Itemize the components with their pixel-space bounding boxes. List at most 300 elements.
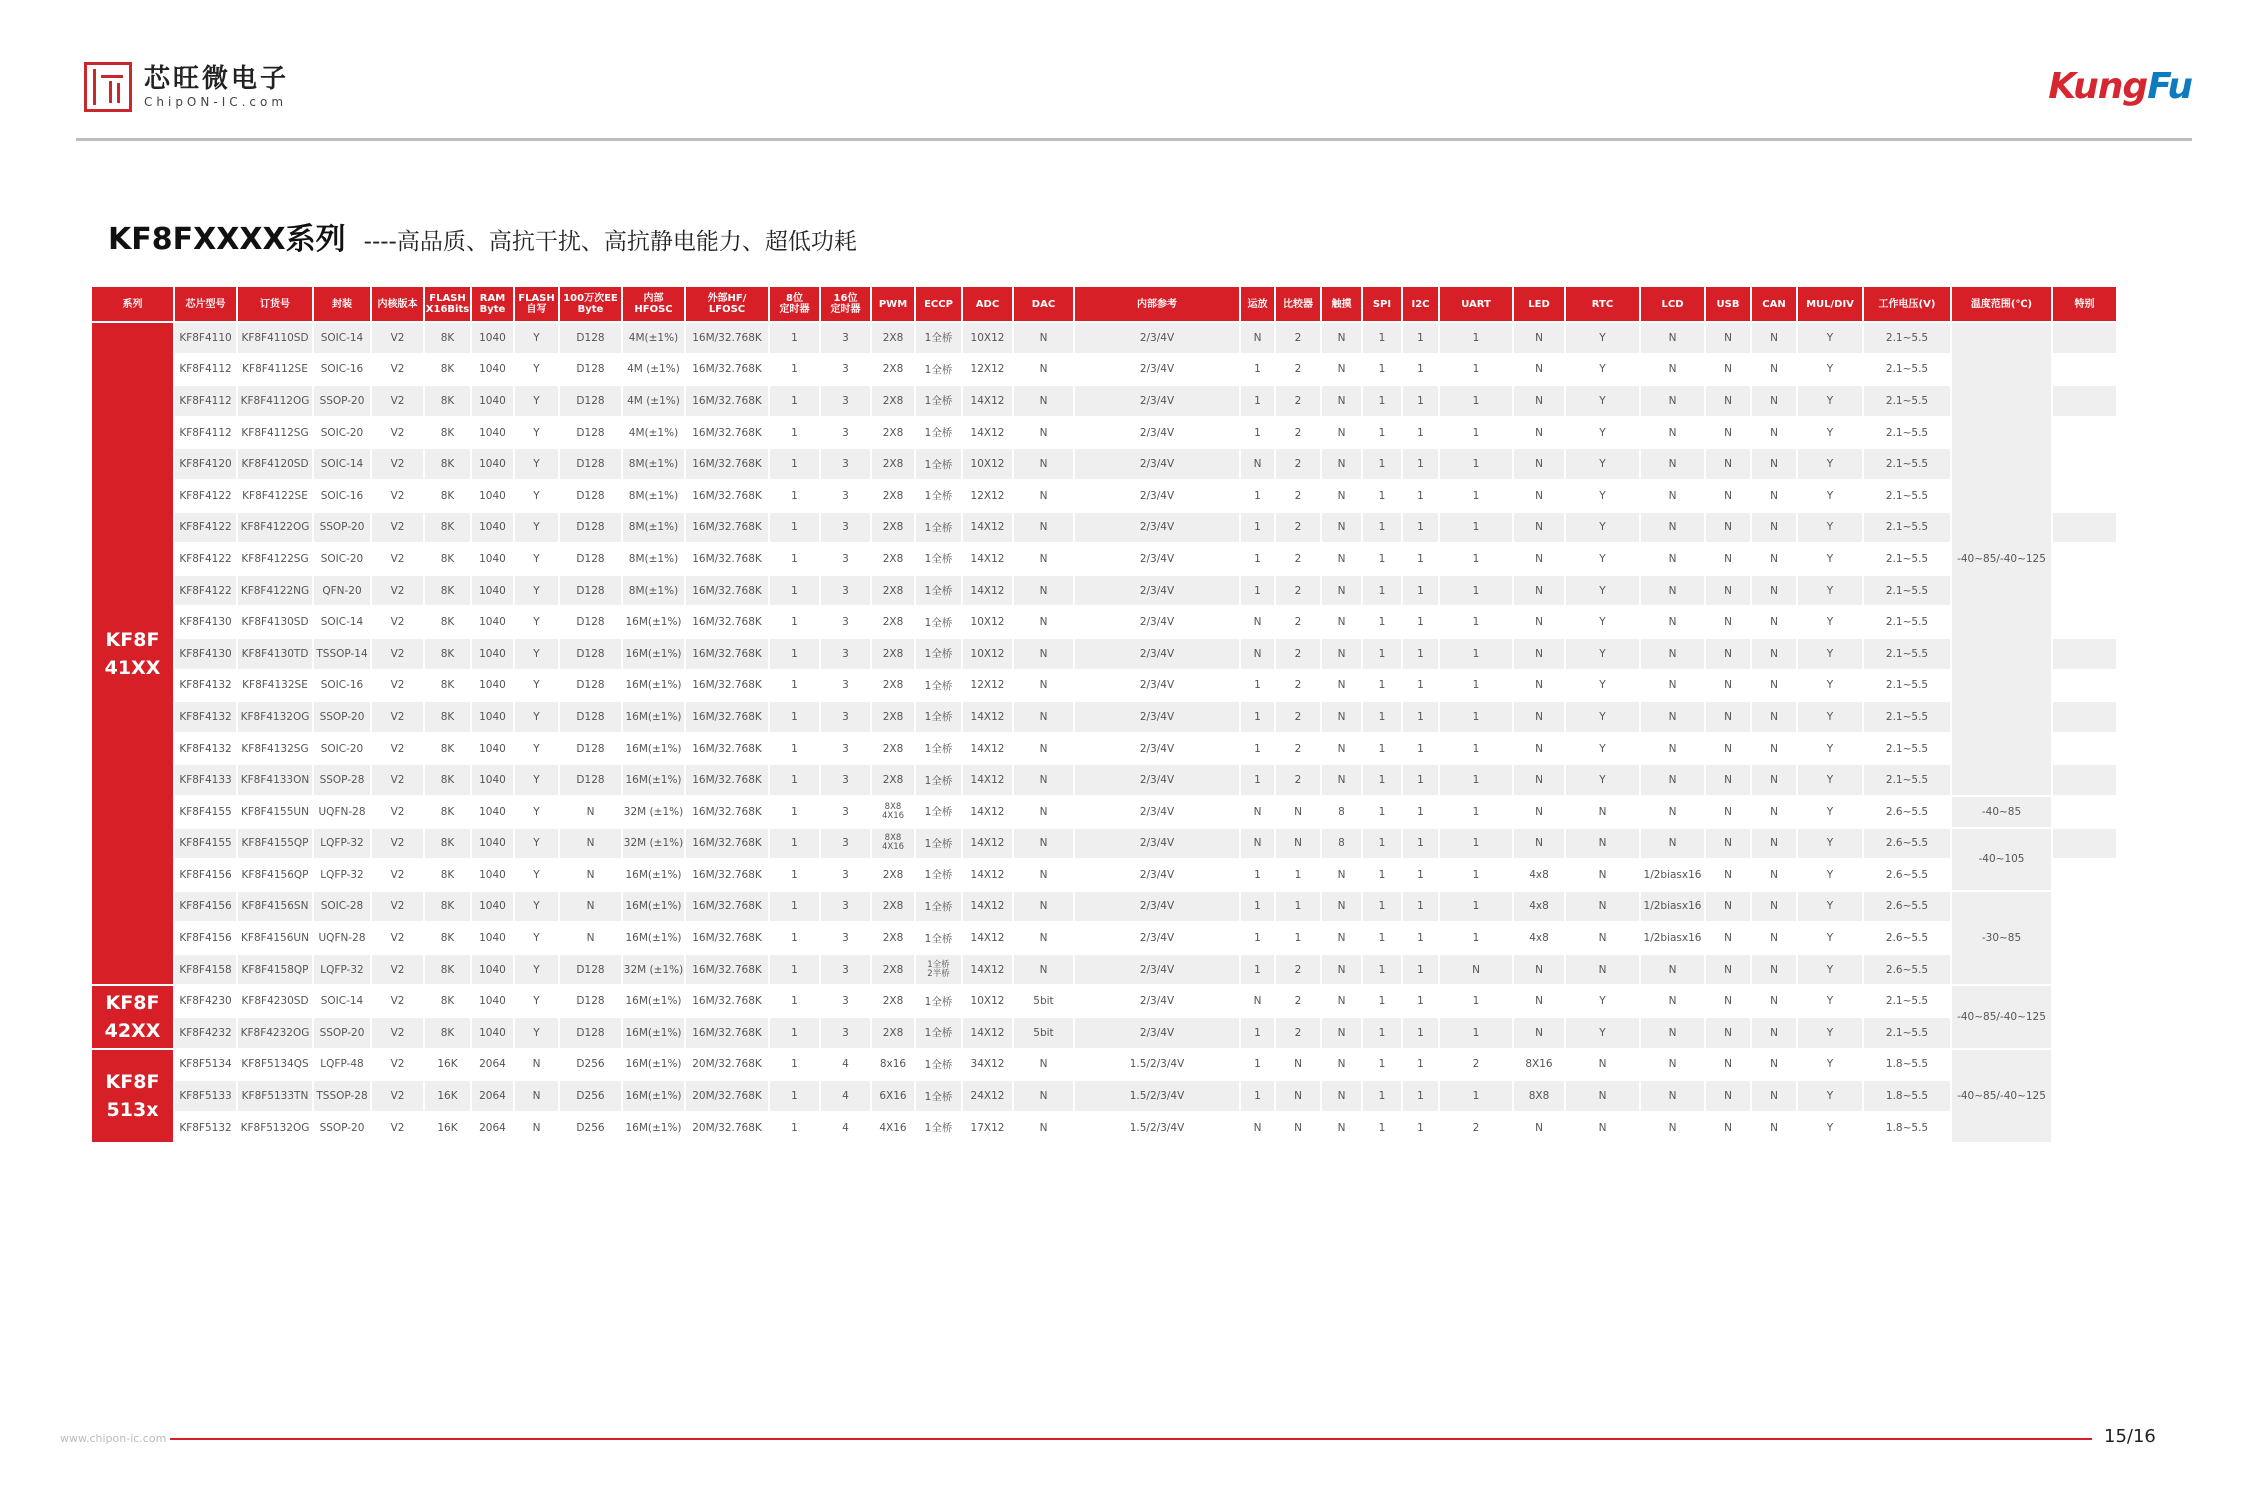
table-cell: 8K <box>425 323 470 353</box>
table-cell: N <box>1706 576 1750 606</box>
table-cell: D128 <box>560 576 621 606</box>
table-cell: 8K <box>440 868 455 881</box>
table-cell: 1 <box>1417 805 1424 818</box>
table-cell: 3 <box>821 386 870 416</box>
table-cell: 2/3/4V <box>1139 489 1175 502</box>
table-cell: N <box>1514 386 1564 416</box>
table-cell: N <box>1039 1058 1048 1071</box>
table-cell: 3 <box>821 829 870 859</box>
table-cell: 1全桥 <box>916 892 961 922</box>
table-cell: V2 <box>372 702 423 732</box>
table-cell: 1 <box>1363 323 1401 353</box>
table-row <box>92 418 2116 448</box>
table-cell: 16K <box>437 1121 458 1134</box>
table-cell: 1 <box>1254 552 1261 565</box>
kungfu-brand-logo <box>2048 66 2192 107</box>
table-cell: V2 <box>390 679 405 692</box>
table-cell: N <box>1668 363 1677 376</box>
table-cell: 2X8 <box>882 616 904 629</box>
table-cell: N <box>1337 868 1346 881</box>
table-cell: 16M/32.768K <box>692 995 762 1008</box>
logo-text-cn: 芯旺微电子 <box>144 64 290 94</box>
table-cell: Y <box>515 1018 558 1048</box>
table-cell: 1 <box>791 995 798 1008</box>
table-cell: N <box>1770 742 1778 755</box>
column-header: 8位 定时器 <box>770 287 819 321</box>
table-cell: KF8F4120 <box>175 449 236 479</box>
table-cell: 1全桥 <box>924 995 953 1008</box>
table-cell: 3 <box>821 955 870 985</box>
column-header: 16位 定时器 <box>821 287 870 321</box>
special-cell <box>2053 481 2116 511</box>
table-cell: N <box>1535 805 1543 818</box>
table-cell: 3 <box>842 552 849 565</box>
table-cell: 1 <box>791 1058 798 1071</box>
table-cell: 1 <box>1417 1058 1424 1071</box>
table-cell: 8K <box>440 995 455 1008</box>
column-header: RAM Byte <box>472 287 513 321</box>
footer-url: www.chipon-ic.com <box>60 1432 167 1445</box>
table-cell: KF8F4112SE <box>242 363 308 376</box>
special-cell <box>2053 860 2116 890</box>
table-cell: N <box>1598 868 1607 881</box>
table-cell: KF8F4112OG <box>238 386 312 416</box>
table-cell: D128 <box>576 363 605 376</box>
table-cell: KF8F5134QS <box>241 1058 309 1071</box>
table-cell: V2 <box>390 1058 405 1071</box>
table-cell: 20M/32.768K <box>692 1121 762 1134</box>
table-cell: Y <box>1826 489 1834 502</box>
table-row <box>92 386 2116 416</box>
table-cell: 1 <box>791 616 798 629</box>
column-header: 工作电压(V) <box>1864 287 1950 321</box>
table-cell: KF8F4133 <box>175 765 236 795</box>
table-cell: N <box>1337 552 1346 565</box>
table-cell: 1全桥 <box>916 513 961 543</box>
table-cell: LQFP-32 <box>320 868 364 881</box>
table-cell: 3 <box>842 868 849 881</box>
table-cell: N <box>1337 489 1346 502</box>
table-cell: 2X8 <box>872 892 914 922</box>
table-cell: 32M (±1%) <box>623 955 684 985</box>
column-header: 封装 <box>314 287 370 321</box>
table-cell: 1 <box>770 386 819 416</box>
table-cell: N <box>515 1081 558 1111</box>
table-cell: 1 <box>1472 616 1480 629</box>
table-cell: D128 <box>576 995 605 1008</box>
table-cell: 2 <box>1294 742 1302 755</box>
table-cell: KF8F4130 <box>179 616 232 629</box>
table-cell: 1 <box>1417 679 1424 692</box>
table-cell: Y <box>515 702 558 732</box>
table-cell: 8M(±1%) <box>628 552 679 565</box>
title-main: KF8FXXXX系列 <box>108 222 346 257</box>
column-header: 外部HF/ LFOSC <box>686 287 768 321</box>
table-cell: 1040 <box>479 805 506 818</box>
table-cell: KF8F4132 <box>179 679 232 692</box>
table-cell: 1 <box>1363 829 1401 859</box>
table-cell: N <box>1770 426 1778 439</box>
table-cell: 1全桥 <box>924 1058 953 1071</box>
table-cell: 1 <box>791 868 798 881</box>
table-cell: 2X8 <box>872 1018 914 1048</box>
table-cell: N <box>1770 1058 1778 1071</box>
table-cell: 1040 <box>472 639 513 669</box>
table-cell: SOIC-16 <box>320 679 364 692</box>
table-cell: N <box>1770 363 1778 376</box>
company-logo <box>84 62 289 112</box>
table-cell: SOIC-20 <box>320 426 364 439</box>
table-cell: 1全桥 <box>924 553 953 566</box>
table-cell: 1全桥 <box>916 449 961 479</box>
table-cell: N <box>586 868 595 881</box>
table-cell: 1 <box>1363 702 1401 732</box>
table-row <box>92 1113 2116 1143</box>
table-cell: N <box>1566 1081 1639 1111</box>
table-cell: 1 <box>1378 616 1386 629</box>
table-cell: N <box>1535 742 1543 755</box>
table-cell: N <box>1535 489 1543 502</box>
table-cell: Y <box>533 742 540 755</box>
series-label: KF8F 513x <box>92 1050 173 1143</box>
table-cell: KF8F4156UN <box>241 932 309 945</box>
table-cell: N <box>1322 386 1361 416</box>
table-cell: Y <box>1798 386 1862 416</box>
table-cell: N <box>1014 892 1073 922</box>
table-cell: 5bit <box>1033 995 1054 1008</box>
table-cell: 2/3/4V <box>1139 805 1175 818</box>
table-cell: 2.1~5.5 <box>1885 679 1929 692</box>
table-cell: 3 <box>821 765 870 795</box>
table-cell: 2.1~5.5 <box>1885 426 1929 439</box>
column-header: LED <box>1514 287 1564 321</box>
table-row <box>92 702 2116 732</box>
special-cell <box>2053 955 2116 985</box>
table-cell: 1 <box>1378 489 1386 502</box>
table-cell: N <box>1752 829 1796 859</box>
table-cell: Y <box>1826 1121 1834 1134</box>
table-cell: 1040 <box>472 765 513 795</box>
special-cell <box>2053 449 2116 479</box>
table-cell: 2/3/4V <box>1139 363 1175 376</box>
table-cell: 1 <box>1378 805 1386 818</box>
table-cell: 12X12 <box>970 489 1005 502</box>
table-cell: KF8F4232OG <box>238 1018 312 1048</box>
table-cell: 1 <box>1403 449 1438 479</box>
table-cell: N <box>1039 489 1048 502</box>
table-cell: 1 <box>791 932 798 945</box>
table-cell: V2 <box>372 892 423 922</box>
table-cell: 2064 <box>479 1058 506 1071</box>
table-cell: KF8F4158 <box>175 955 236 985</box>
table-cell: D256 <box>576 1058 605 1071</box>
table-cell: 1 <box>791 363 798 376</box>
table-cell: 1 <box>770 639 819 669</box>
table-cell: 1 <box>1440 1018 1512 1048</box>
table-cell: 2.1~5.5 <box>1885 616 1929 629</box>
table-cell: 1040 <box>472 955 513 985</box>
table-cell: 2/3/4V <box>1139 742 1175 755</box>
table-cell: 1040 <box>479 552 506 565</box>
column-header: ECCP <box>916 287 961 321</box>
table-cell: Y <box>1798 765 1862 795</box>
table-cell: N <box>1668 616 1677 629</box>
table-cell: Y <box>1826 552 1834 565</box>
table-cell: 8K <box>440 426 455 439</box>
table-cell: V2 <box>390 552 405 565</box>
table-row <box>92 323 2116 353</box>
table-cell: N <box>1039 363 1048 376</box>
table-cell: N <box>1337 679 1346 692</box>
table-cell: N <box>1770 805 1778 818</box>
table-cell: N <box>1724 426 1732 439</box>
table-cell: 2.1~5.5 <box>1885 489 1929 502</box>
table-cell: Y <box>1798 513 1862 543</box>
table-cell: D128 <box>560 639 621 669</box>
table-cell: 1 <box>1472 742 1480 755</box>
table-cell: D128 <box>576 489 605 502</box>
table-cell: 4M (±1%) <box>623 386 684 416</box>
table-cell: 2 <box>1472 1121 1480 1134</box>
table-cell: Y <box>515 449 558 479</box>
table-cell: 1.5/2/3/4V <box>1129 1058 1185 1071</box>
table-cell: N <box>1039 1121 1048 1134</box>
table-cell: 4 <box>842 1121 849 1134</box>
column-header: 订货号 <box>238 287 312 321</box>
table-cell: 14X12 <box>963 386 1012 416</box>
table-cell: 16M(±1%) <box>625 616 682 629</box>
table-cell: 2/3/4V <box>1075 639 1239 669</box>
table-cell: 10X12 <box>963 449 1012 479</box>
table-cell: 14X12 <box>963 576 1012 606</box>
table-cell: 14X12 <box>970 742 1005 755</box>
table-cell: N <box>1241 449 1274 479</box>
table-cell: 8K <box>425 576 470 606</box>
table-cell: 16M/32.768K <box>686 323 768 353</box>
table-cell: Y <box>1826 805 1834 818</box>
table-cell: V2 <box>372 323 423 353</box>
table-cell: 1 <box>770 1081 819 1111</box>
table-cell: N <box>1014 449 1073 479</box>
table-cell: N <box>1724 679 1732 692</box>
table-row <box>92 607 2116 637</box>
table-cell: 1 <box>1417 932 1424 945</box>
table-cell: 1 <box>1403 765 1438 795</box>
table-cell: 1全桥 <box>924 932 953 945</box>
table-cell: 2X8 <box>882 868 904 881</box>
table-cell: N <box>1724 363 1732 376</box>
table-cell: N <box>1641 1018 1704 1048</box>
table-cell: 1全桥 <box>924 490 953 503</box>
table-cell: D256 <box>576 1121 605 1134</box>
table-cell: 2X8 <box>882 489 904 502</box>
table-cell: N <box>1440 955 1512 985</box>
table-cell: 1040 <box>472 892 513 922</box>
spec-table <box>90 285 2118 1144</box>
table-cell: N <box>1337 363 1346 376</box>
table-cell: D128 <box>560 765 621 795</box>
table-cell: 2X8 <box>872 955 914 985</box>
table-cell: Y <box>515 765 558 795</box>
column-header: 系列 <box>92 287 173 321</box>
table-cell: 1全桥 <box>924 363 953 376</box>
table-cell: N <box>1014 1081 1073 1111</box>
table-cell: 1 <box>1254 1058 1261 1071</box>
table-cell: N <box>1752 702 1796 732</box>
table-cell: 16M/32.768K <box>686 639 768 669</box>
table-cell: 1 <box>1294 868 1302 881</box>
table-cell: KF8F4156 <box>179 868 232 881</box>
table-cell: 16M(±1%) <box>625 742 682 755</box>
table-cell: N <box>1322 323 1361 353</box>
table-cell: N <box>1706 386 1750 416</box>
table-cell: 3 <box>842 489 849 502</box>
table-cell: N <box>1770 679 1778 692</box>
table-cell: N <box>1641 513 1704 543</box>
table-cell: Y <box>1826 616 1834 629</box>
table-cell: 3 <box>821 513 870 543</box>
table-cell: KF8F5134 <box>179 1058 232 1071</box>
table-cell: 2.1~5.5 <box>1864 449 1950 479</box>
table-cell: 1.8~5.5 <box>1885 1121 1929 1134</box>
table-cell: N <box>1706 449 1750 479</box>
table-cell: Y <box>1599 742 1606 755</box>
table-cell: D256 <box>560 1081 621 1111</box>
table-cell: 2.6~5.5 <box>1885 932 1929 945</box>
table-cell: 2/3/4V <box>1075 702 1239 732</box>
table-cell: 1 <box>1440 323 1512 353</box>
table-cell: Y <box>533 995 540 1008</box>
table-cell: N <box>1641 323 1704 353</box>
column-header: PWM <box>872 287 914 321</box>
table-row <box>92 481 2116 511</box>
table-cell: 2 <box>1276 513 1320 543</box>
table-cell: 8K <box>425 702 470 732</box>
special-cell <box>2053 355 2116 385</box>
table-cell: KF8F4130 <box>175 639 236 669</box>
column-header: I2C <box>1403 287 1438 321</box>
table-cell: 1 <box>1440 829 1512 859</box>
table-cell: N <box>1276 1081 1320 1111</box>
table-cell: 2X8 <box>882 552 904 565</box>
table-cell: 16M/32.768K <box>692 489 762 502</box>
table-cell: 1全桥 <box>924 1122 953 1135</box>
table-cell: N <box>1322 892 1361 922</box>
table-cell: 16K <box>437 1058 458 1071</box>
table-cell: Y <box>1566 449 1639 479</box>
table-cell: 1 <box>1472 679 1480 692</box>
table-cell: Y <box>515 513 558 543</box>
table-cell: KF8F4112 <box>179 363 232 376</box>
table-cell: 1 <box>1294 932 1302 945</box>
table-cell: 1 <box>1363 1018 1401 1048</box>
table-cell: 2X8 <box>882 742 904 755</box>
table-cell: Y <box>515 955 558 985</box>
table-cell: 1 <box>1254 679 1261 692</box>
table-cell: D128 <box>576 426 605 439</box>
table-cell: 1 <box>791 1121 798 1134</box>
table-cell: Y <box>1798 1018 1862 1048</box>
table-cell: 16M/32.768K <box>686 892 768 922</box>
table-cell: D128 <box>560 1018 621 1048</box>
table-cell: KF8F4110SD <box>238 323 312 353</box>
table-cell: 10X12 <box>963 323 1012 353</box>
table-cell: 1 <box>791 679 798 692</box>
table-cell: 1 <box>1363 449 1401 479</box>
temperature-range-cell: -40~85/-40~125 <box>1952 1050 2051 1143</box>
table-row <box>92 671 2116 701</box>
table-cell: Y <box>1826 932 1834 945</box>
table-cell: N <box>1014 955 1073 985</box>
table-cell: N <box>1706 955 1750 985</box>
table-row <box>92 1050 2116 1080</box>
table-cell: SSOP-20 <box>314 513 370 543</box>
table-cell: 1 <box>1403 1018 1438 1048</box>
table-cell: N <box>1322 576 1361 606</box>
table-cell: 1 <box>1440 449 1512 479</box>
table-cell: 4M(±1%) <box>628 426 679 439</box>
table-cell: 16M(±1%) <box>625 995 682 1008</box>
table-cell: 1 <box>770 323 819 353</box>
table-cell: V2 <box>372 1018 423 1048</box>
table-cell: 1 <box>1440 639 1512 669</box>
table-cell: 8M(±1%) <box>623 513 684 543</box>
table-cell: N <box>1014 639 1073 669</box>
table-cell: 2/3/4V <box>1075 513 1239 543</box>
table-cell: N <box>560 892 621 922</box>
table-cell: 2X8 <box>882 932 904 945</box>
table-cell: KF8F4132OG <box>238 702 312 732</box>
table-cell: N <box>1752 576 1796 606</box>
table-cell: 1 <box>1363 639 1401 669</box>
table-cell: N <box>1724 742 1732 755</box>
special-cell <box>2053 765 2116 795</box>
table-cell: Y <box>515 892 558 922</box>
table-cell: 1 <box>1403 639 1438 669</box>
table-cell: SOIC-16 <box>320 489 364 502</box>
table-cell: KF8F4122 <box>175 513 236 543</box>
table-row <box>92 892 2116 922</box>
table-cell: KF8F5132 <box>179 1121 232 1134</box>
table-cell: N <box>1641 449 1704 479</box>
table-cell: 5bit <box>1014 1018 1073 1048</box>
table-cell: V2 <box>390 489 405 502</box>
table-cell: 1 <box>770 955 819 985</box>
table-cell: 4x8 <box>1529 932 1549 945</box>
table-cell: 1 <box>1378 679 1386 692</box>
table-cell: 1040 <box>479 363 506 376</box>
table-cell: 1 <box>1241 892 1274 922</box>
table-cell: 4 <box>842 1058 849 1071</box>
table-cell: V2 <box>372 449 423 479</box>
table-cell: SOIC-14 <box>314 449 370 479</box>
table-cell: N <box>1253 1121 1262 1134</box>
table-cell: KF8F4155 <box>175 829 236 859</box>
table-cell: 2064 <box>479 1121 506 1134</box>
table-cell: N <box>1514 702 1564 732</box>
table-cell: 14X12 <box>970 426 1005 439</box>
table-cell: 24X12 <box>963 1081 1012 1111</box>
table-cell: 3 <box>842 805 849 818</box>
table-cell: 8K <box>425 765 470 795</box>
table-cell: 1 <box>1276 892 1320 922</box>
table-cell: Y <box>1798 955 1862 985</box>
table-cell: 1040 <box>479 616 506 629</box>
table-cell: SOIC-16 <box>320 363 364 376</box>
table-cell: 16M(±1%) <box>625 932 682 945</box>
table-cell: V2 <box>390 995 405 1008</box>
table-cell: 2/3/4V <box>1139 679 1175 692</box>
